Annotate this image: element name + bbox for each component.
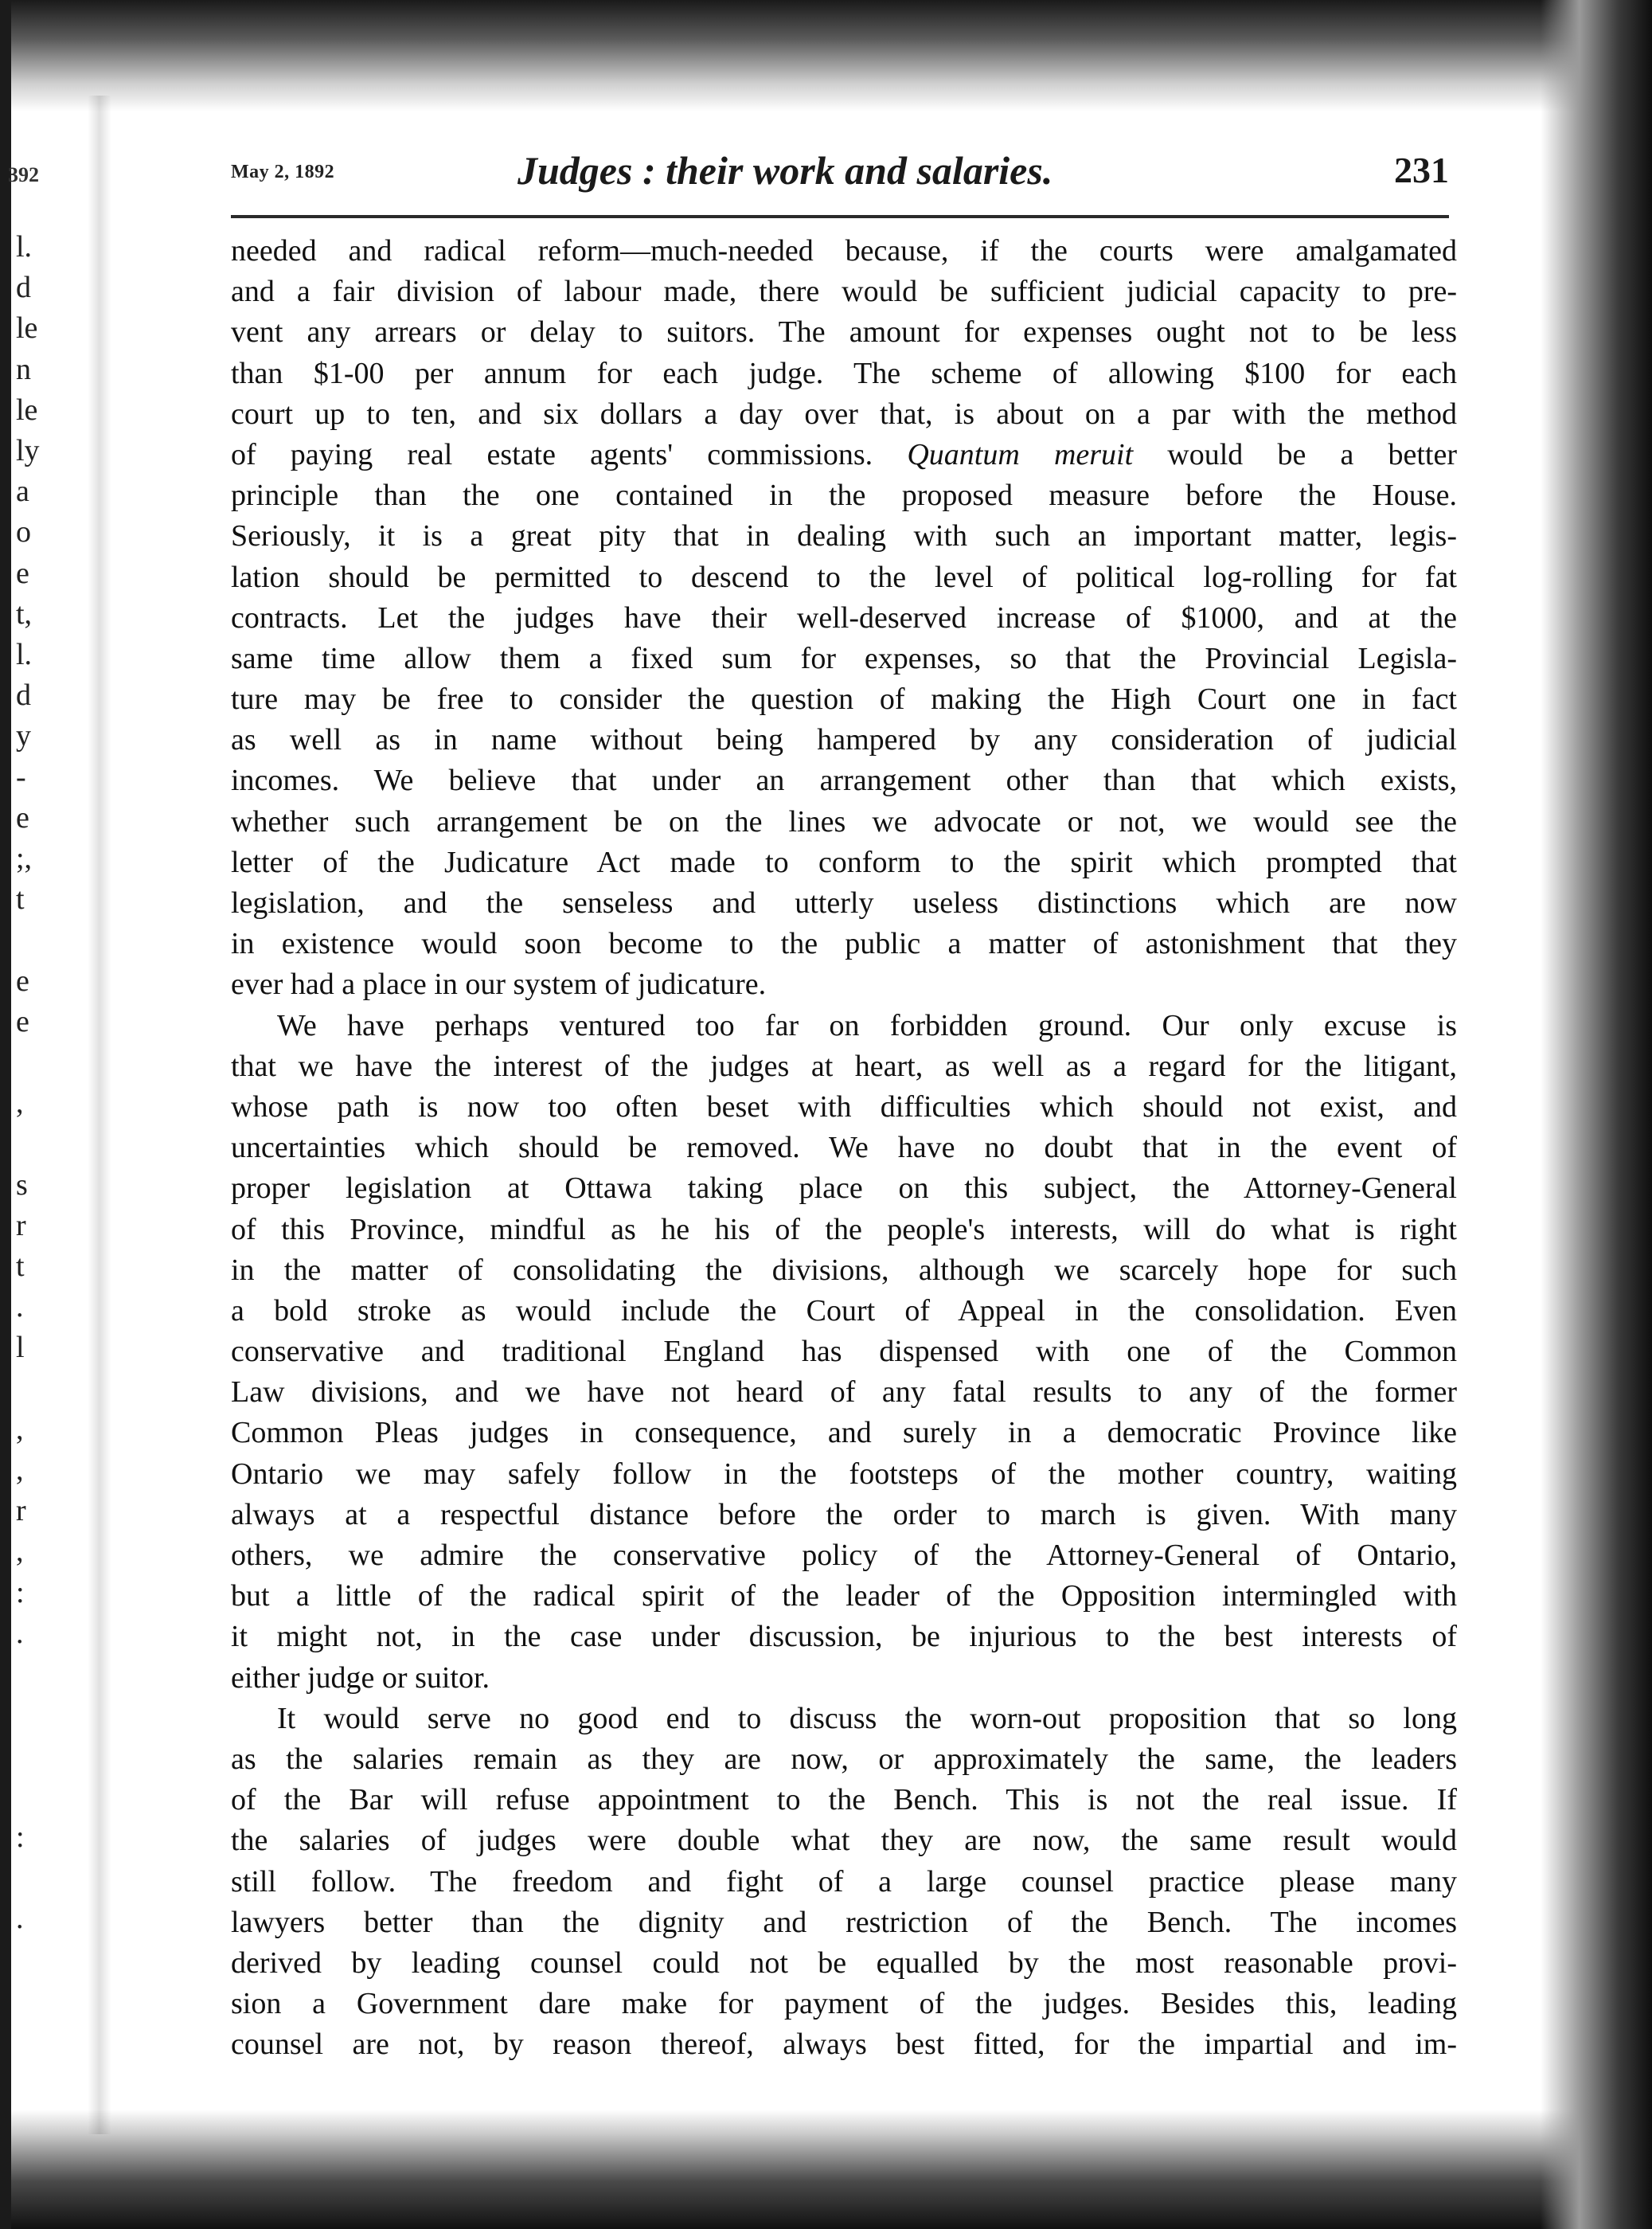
article-body xyxy=(231,231,1457,2065)
margin-fragment: : xyxy=(16,1575,25,1609)
italic-phrase: Quantum meruit xyxy=(907,437,1134,471)
margin-fragment: l. xyxy=(16,638,33,671)
margin-fragment: ly xyxy=(16,434,40,467)
text-line: sion a Government dare make for payment of the judges. Besides this, leading xyxy=(231,1987,1457,2021)
text-line: counsel are not, by reason thereof, always best fitted, for the impartial and im- xyxy=(231,2028,1457,2062)
text-line: vent any arrears or delay to suitors. The amount for expenses ought not to be less xyxy=(231,315,1457,350)
header-date: May 2, 1892 xyxy=(231,162,335,182)
text-line: It would serve no good end to discuss the worn-out proposition that so long xyxy=(277,1701,1457,1735)
text-line: Ontario we may safely follow in the footsteps of the mother country, waiting xyxy=(231,1457,1457,1491)
text-line: always at a respectful distance before the order to march is given. With many xyxy=(231,1497,1457,1531)
facing-page-margin xyxy=(8,0,56,2229)
margin-fragment: le xyxy=(16,393,38,427)
text-line: letter of the Judicature Act made to conform to the spirit which prompted that xyxy=(231,845,1457,879)
text-line: contracts. Let the judges have their well-deserved increase of $1000, and at the xyxy=(231,600,1457,635)
margin-fragment: , xyxy=(16,1086,24,1120)
margin-fragment: , xyxy=(16,1453,24,1487)
text-line: it might not, in the case under discussion, be injurious to the best interests of xyxy=(231,1620,1457,1654)
margin-fragment: ;, xyxy=(16,842,33,875)
text-line: needed and radical reform—much-needed because, if the courts were amalgamated xyxy=(231,234,1457,268)
text-line: of this Province, mindful as he his of the people's interests, will do what is right xyxy=(231,1212,1457,1246)
margin-fragment: , xyxy=(16,1535,24,1569)
text-line: either judge or suitor. xyxy=(231,1660,490,1695)
header-title: Judges : their work and salaries. xyxy=(517,148,1053,193)
text-line: in the matter of consolidating the divisions, although we scarcely hope for such xyxy=(231,1253,1457,1287)
scan-border-bottom xyxy=(0,2110,1652,2229)
text-line: lawyers better than the dignity and restriction of the Bench. The incomes xyxy=(231,1905,1457,1939)
margin-fragment: o xyxy=(16,515,31,549)
text-line: principle than the one contained in the proposed measure before the House. xyxy=(231,479,1457,513)
margin-fragment: t xyxy=(16,1249,25,1283)
text-line: conservative and traditional England has dispensed with one of the Common xyxy=(231,1335,1457,1369)
text-line: others, we admire the conservative policy of the Attorney-General of Ontario, xyxy=(231,1539,1457,1572)
text-line: ever had a place in our system of judicature. xyxy=(231,968,767,1002)
text-line: derived by leading counsel could not be equalled by the most reasonable provi- xyxy=(231,1945,1457,1980)
text-line: whether such arrangement be on the lines we advocate or not, we would see the xyxy=(231,804,1457,839)
text-segment: would be a better xyxy=(1133,437,1457,471)
margin-fragment: e xyxy=(16,800,29,835)
margin-fragment: r xyxy=(16,1208,26,1242)
text-line: ture may be free to consider the question of making the High Court one in fact xyxy=(231,682,1457,717)
text-line: same time allow them a fixed sum for expenses, so that the Provincial Legisla- xyxy=(231,641,1457,675)
text-line: that we have the interest of the judges at heart, as well as a regard for the litigant, xyxy=(231,1049,1457,1083)
margin-fragment: - xyxy=(16,760,26,794)
text-line: and a fair division of labour made, there would be sufficient judicial capacity to pre- xyxy=(231,275,1457,309)
facing-page-number: 392 xyxy=(8,163,39,186)
margin-fragment: e xyxy=(16,964,29,998)
text-line: than $1-00 per annum for each judge. The scheme of allowing $100 for each xyxy=(231,356,1457,390)
margin-fragment: , xyxy=(16,1412,24,1446)
margin-fragment: e xyxy=(16,556,29,590)
margin-fragment: s xyxy=(16,1167,28,1202)
scan-border-top xyxy=(0,0,1652,111)
gutter-shadow xyxy=(88,96,111,2134)
running-header xyxy=(231,147,1449,203)
text-line: court up to ten, and six dollars a day over that, is about on a par with the method xyxy=(231,397,1457,431)
margin-fragment: l. xyxy=(16,230,33,264)
margin-fragment: : xyxy=(16,1820,25,1854)
text-line: uncertainties which should be removed. We have no doubt that in the event of xyxy=(231,1131,1457,1165)
text-line: of the Bar will refuse appointment to the Bench. This is not the real issue. If xyxy=(231,1783,1457,1817)
text-line: whose path is now too often beset with difficulties which should not exist, and xyxy=(231,1089,1457,1124)
margin-fragment: t, xyxy=(16,596,33,631)
margin-fragment: a xyxy=(16,475,29,509)
margin-fragment: r xyxy=(16,1494,26,1528)
margin-fragment: . xyxy=(16,1290,24,1324)
margin-fragment: l xyxy=(16,1331,25,1365)
margin-fragment: n xyxy=(16,352,31,386)
text-line: a bold stroke as would include the Court of Appeal in the consolidation. Even xyxy=(231,1293,1457,1328)
text-line: still follow. The freedom and fight of a large counsel practice please many xyxy=(231,1864,1457,1899)
text-line: legislation, and the senseless and utterly useless distinctions which are now xyxy=(231,886,1457,920)
text-line xyxy=(231,435,1457,475)
text-line: the salaries of judges were double what they are now, the same result would xyxy=(231,1824,1457,1858)
margin-fragment: d xyxy=(16,678,31,713)
text-line: We have perhaps ventured too far on forbidden ground. Our only excuse is xyxy=(277,1008,1457,1042)
text-segment: of paying real estate agents' commissions. xyxy=(231,437,908,471)
text-line: incomes. We believe that under an arrangement other than that which exists, xyxy=(231,764,1457,798)
page-number: 231 xyxy=(1394,150,1449,190)
text-line: proper legislation at Ottawa taking place on this subject, the Attorney-General xyxy=(231,1171,1457,1206)
margin-fragment: t xyxy=(16,882,25,917)
margin-fragment: d xyxy=(16,271,31,305)
text-line: but a little of the radical spirit of the leader of the Opposition intermingled with xyxy=(231,1579,1457,1613)
scan-border-right xyxy=(1541,0,1652,2229)
margin-fragment: . xyxy=(16,1616,24,1650)
text-line: as well as in name without being hampered by any consideration of judicial xyxy=(231,723,1457,757)
text-line: Seriously, it is a great pity that in dealing with such an important matter, legis- xyxy=(231,519,1457,553)
margin-fragment: e xyxy=(16,1004,29,1038)
text-line: in existence would soon become to the public a matter of astonishment that they xyxy=(231,927,1457,961)
header-rule xyxy=(231,215,1449,218)
text-line: as the salaries remain as they are now, or approximately the same, the leaders xyxy=(231,1742,1457,1776)
text-line: lation should be permitted to descend to the level of political log-rolling for fat xyxy=(231,560,1457,594)
margin-fragment: le xyxy=(16,311,38,346)
margin-fragment: y xyxy=(16,719,31,753)
text-line: Law divisions, and we have not heard of any fatal results to any of the former xyxy=(231,1375,1457,1410)
margin-fragment: . xyxy=(16,1902,24,1936)
text-line: Common Pleas judges in consequence, and surely in a democratic Province like xyxy=(231,1416,1457,1450)
